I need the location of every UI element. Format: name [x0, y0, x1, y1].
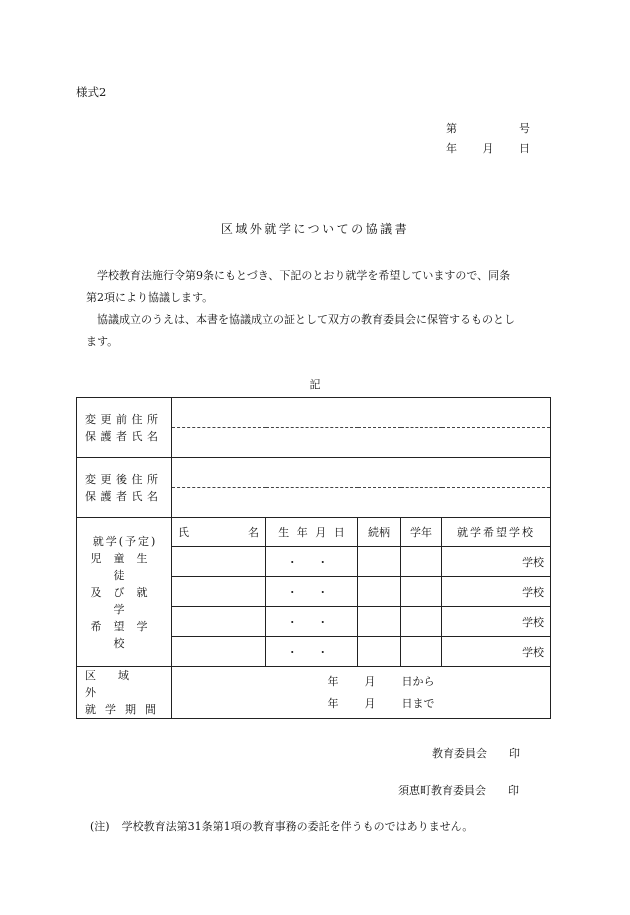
- to-year: 年: [327, 696, 339, 710]
- before-guardian-label: 保護者氏名: [85, 429, 163, 443]
- paragraph-1-line-2: 第2項により協議します。: [86, 291, 214, 304]
- birth-field[interactable]: ・ ・: [266, 607, 358, 637]
- student-label-3: 及び就学: [90, 585, 160, 616]
- paragraph-1-line-1: 学校教育法施行令第9条にもとづき、下記のとおり就学を希望していますので、同条: [97, 269, 511, 282]
- school-field[interactable]: 学校: [442, 577, 551, 607]
- birth-field[interactable]: ・ ・: [266, 577, 358, 607]
- relation-field[interactable]: [358, 607, 401, 637]
- student-labels: [77, 518, 172, 667]
- seal-mark-2: 印: [508, 784, 519, 797]
- go-label: 号: [519, 122, 530, 135]
- after-address-label: 変更後住所: [85, 472, 163, 486]
- document-title: 区域外就学についての協議書: [220, 222, 410, 236]
- board-seal-2: [398, 782, 519, 798]
- relation-field[interactable]: [358, 577, 401, 607]
- after-guardian-field[interactable]: [172, 488, 551, 518]
- school-field[interactable]: 学校: [442, 637, 551, 667]
- name-header: [172, 518, 266, 547]
- board-seal-1: [432, 745, 520, 761]
- note-text: 学校教育法第31条第1項の教育事務の委託を伴うものではありません。: [121, 820, 474, 833]
- period-labels: [77, 667, 172, 719]
- dai-label: 第: [446, 122, 457, 135]
- grade-field[interactable]: [401, 547, 442, 577]
- ki-heading: 記: [309, 378, 321, 391]
- from-year: 年: [327, 674, 339, 688]
- grade-field[interactable]: [401, 577, 442, 607]
- student-name-field[interactable]: [172, 637, 266, 667]
- birth-field[interactable]: ・ ・: [266, 547, 358, 577]
- to-day: 日まで: [401, 696, 435, 710]
- name-header-a: 氏: [178, 526, 189, 539]
- grade-field[interactable]: [401, 637, 442, 667]
- relation-header: 続柄: [358, 518, 401, 547]
- student-label-2: 児童生徒: [90, 551, 160, 582]
- grade-field[interactable]: [401, 607, 442, 637]
- paragraph-2-line-2: ます。: [86, 335, 119, 348]
- after-address-field[interactable]: [172, 458, 551, 488]
- grade-header: 学年: [401, 518, 442, 547]
- birth-header: 生 年 月 日: [266, 518, 358, 547]
- relation-field[interactable]: [358, 637, 401, 667]
- after-guardian-label: 保護者氏名: [85, 489, 163, 503]
- period-label-1: 区域外: [85, 669, 151, 699]
- board-2-label: 須恵町教育委員会: [398, 784, 486, 797]
- period-label-2: 就学期間: [85, 703, 165, 716]
- school-field[interactable]: 学校: [442, 607, 551, 637]
- seal-mark-1: 印: [509, 747, 520, 760]
- after-labels: [77, 458, 172, 518]
- school-field[interactable]: 学校: [442, 547, 551, 577]
- birth-field[interactable]: ・ ・: [266, 637, 358, 667]
- form-number: 様式2: [76, 85, 107, 99]
- note-label: (注): [90, 820, 110, 833]
- paragraph-2-line-1: 協議成立のうえは、本書を協議成立の証として双方の教育委員会に保管するものとし: [97, 313, 515, 326]
- footnote: [90, 818, 473, 834]
- month-label: 月: [482, 142, 494, 155]
- student-name-field[interactable]: [172, 607, 266, 637]
- application-table: [76, 397, 551, 719]
- before-guardian-field[interactable]: [172, 428, 551, 458]
- day-label: 日: [519, 142, 530, 155]
- to-month: 月: [364, 696, 376, 710]
- before-address-field[interactable]: [172, 398, 551, 428]
- body-text: [86, 265, 556, 353]
- period-field[interactable]: [172, 667, 551, 719]
- document-number-block: [446, 119, 530, 159]
- from-day: 日から: [401, 674, 435, 688]
- board-1-label: 教育委員会: [432, 747, 487, 760]
- year-label: 年: [446, 142, 457, 155]
- from-month: 月: [364, 674, 376, 688]
- before-labels: [77, 398, 172, 458]
- relation-field[interactable]: [358, 547, 401, 577]
- student-label-1: 就学(予定): [92, 534, 158, 548]
- school-header: 就学希望学校: [442, 518, 551, 547]
- student-name-field[interactable]: [172, 577, 266, 607]
- before-address-label: 変更前住所: [85, 412, 163, 426]
- student-name-field[interactable]: [172, 547, 266, 577]
- name-header-b: 名: [248, 526, 259, 539]
- student-label-4: 希望学校: [90, 619, 160, 650]
